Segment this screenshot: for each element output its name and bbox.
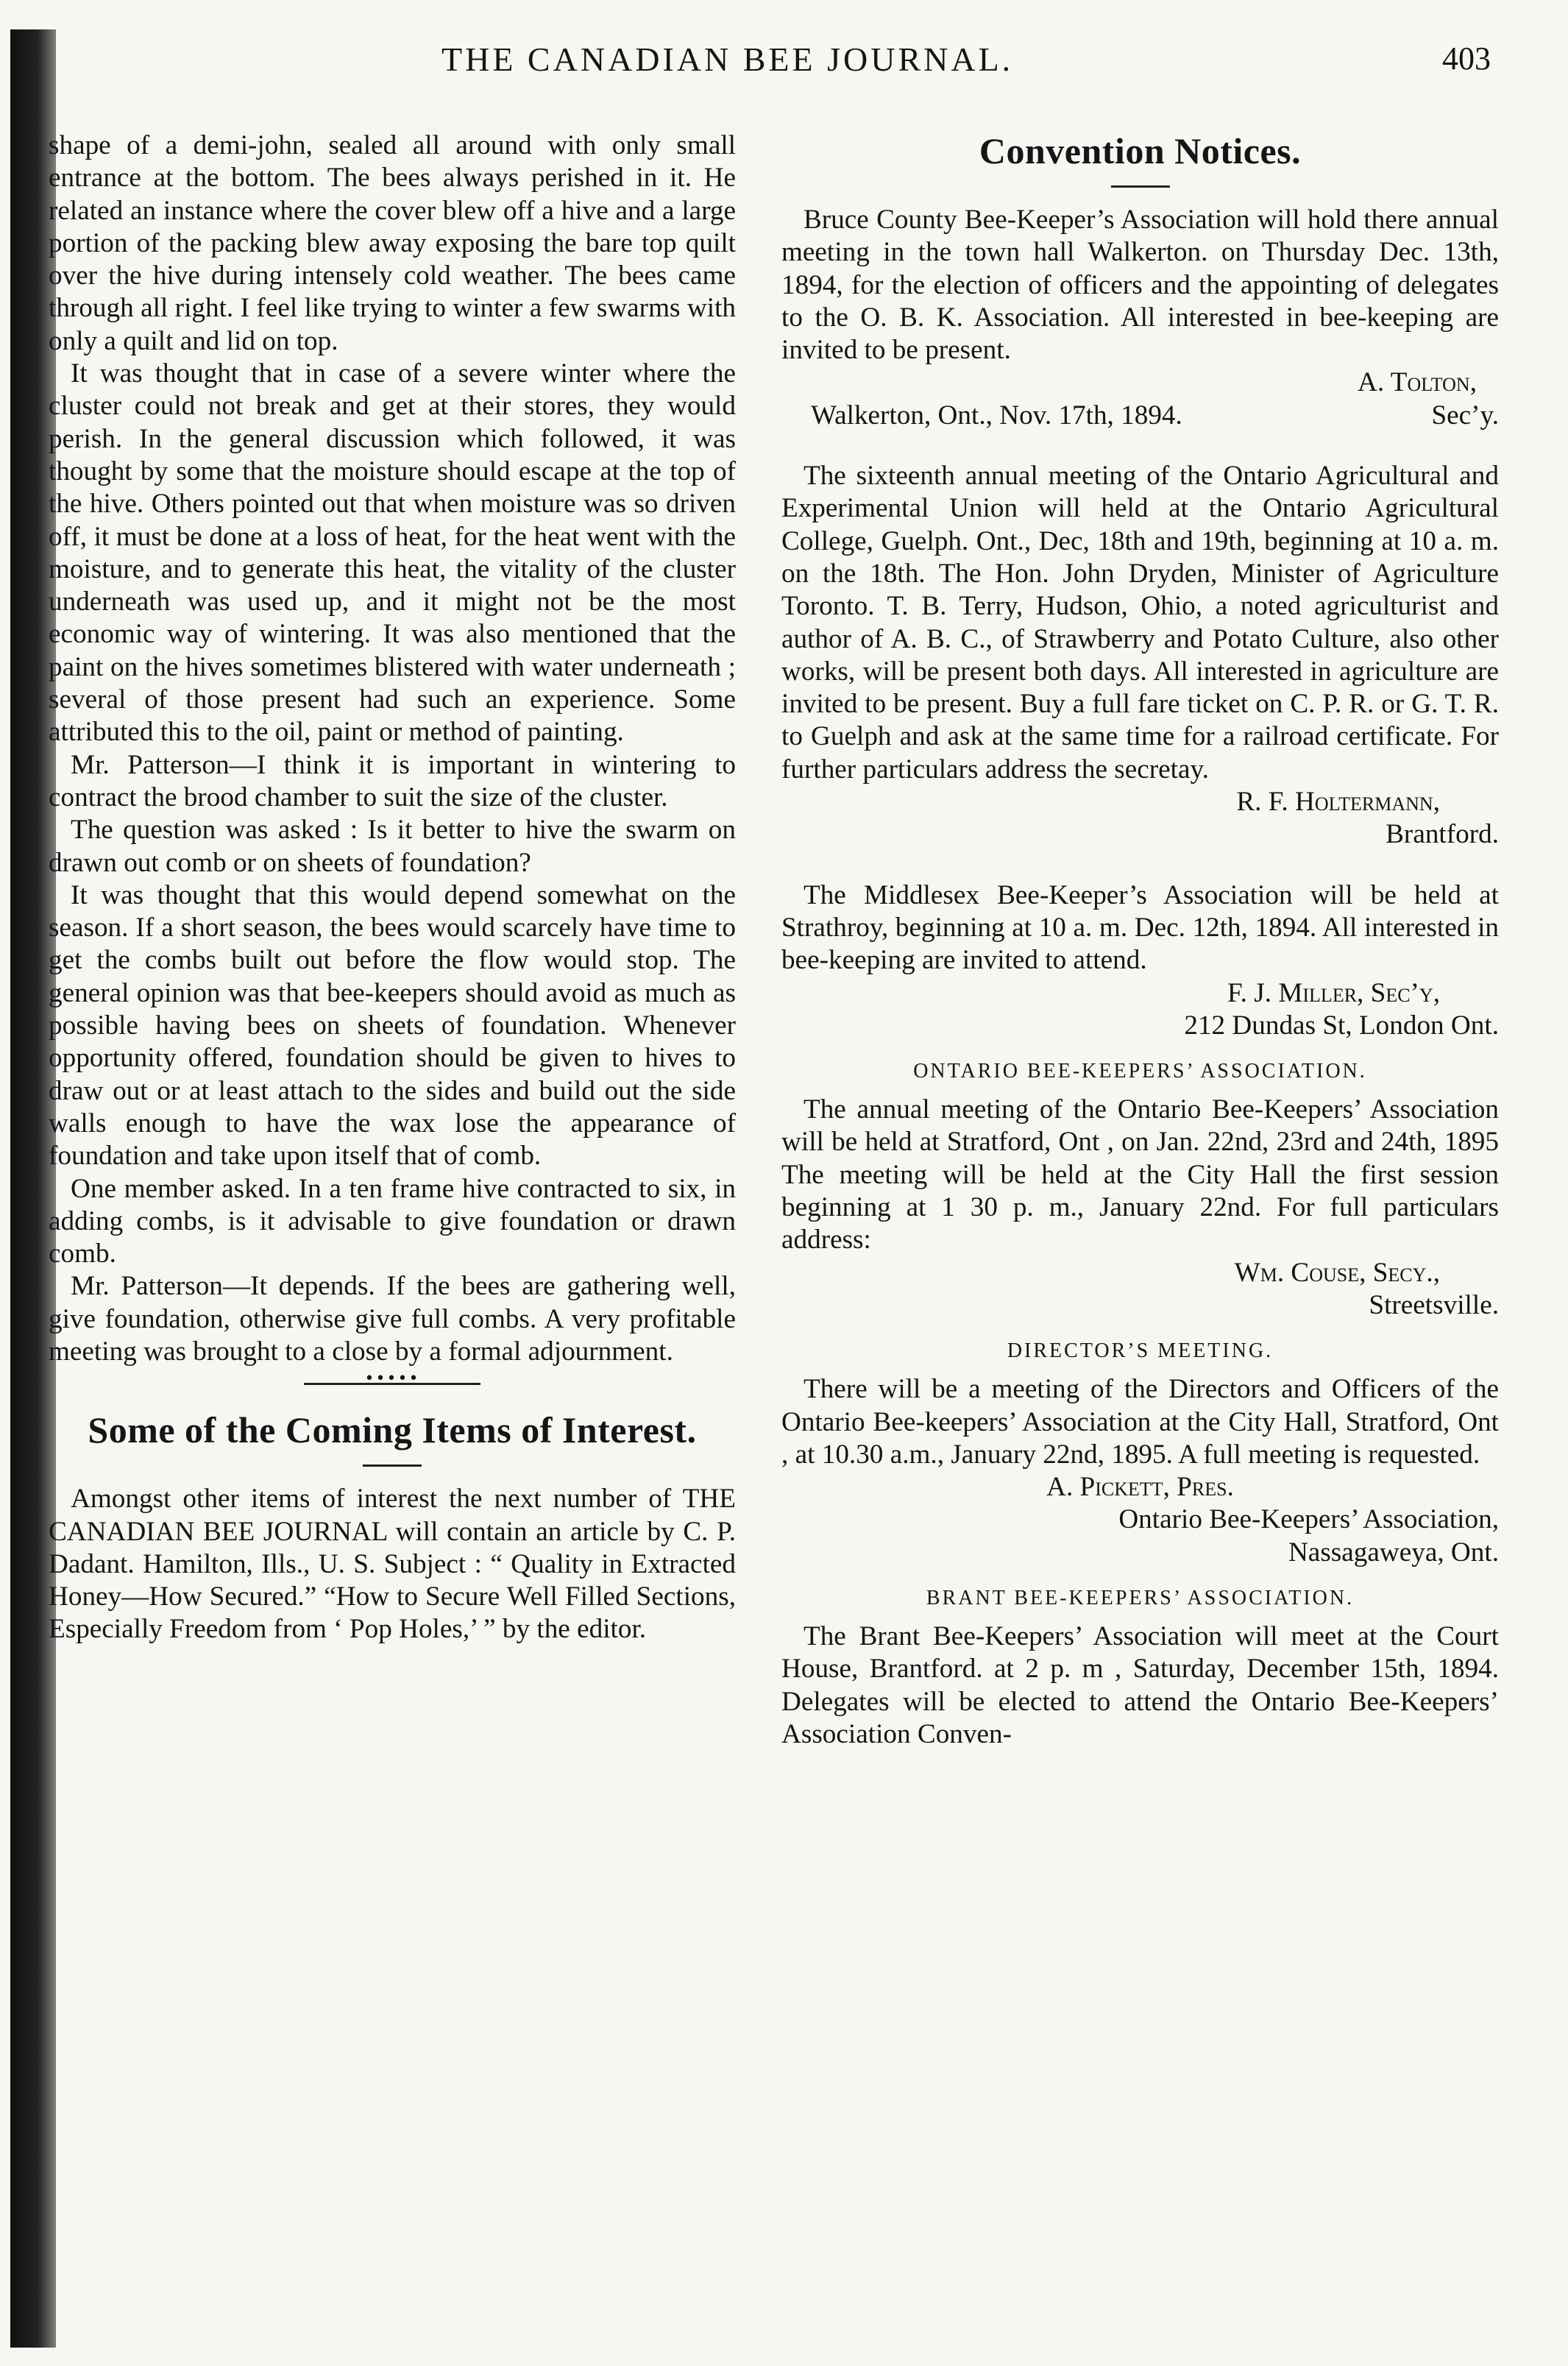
notice-text: The Middlesex Bee-Keeper’s Association will be held at Strathroy, beginning at 10 a. m. Dec. 12th, 1894. All interested in bee-keeping are invited to attend. <box>781 879 1499 976</box>
left-paragraph-5: It was thought that this would depend somewhat on the season. If a short season, the bees would scarcely have time to get the combs built out before the flow would stop. The general opinion was that bee-keepers should avoid as much as possible having bees on sheets of foundation. Whenever opportunity offered, foundation should be given to hives to draw out or at least attach to the sides and build out the side walls enough to have the wax lose the appearance of foundation and take upon itself that of comb. <box>49 879 736 1172</box>
notice-heading: ONTARIO BEE-KEEPERS’ ASSOCIATION. <box>913 1060 1367 1083</box>
left-paragraph-3: Mr. Patterson—I think it is important in wintering to contract the brood chamber to suit the size of the cluster. <box>49 749 736 812</box>
notice-text: The sixteenth annual meeting of the Ontario Agricultural and Experimental Union will held at the Ontario Agricultural College, Guelph. Ont., Dec, 18th and 19th, beginning at 10 a. m. on the 18th. The Hon. John Dryden, Minister of Agriculture Toronto. T. B. Terry, Hudson, Ohio, a noted agriculturist and author of A. B. C., of Strawberry and Potato Culture, also other works, will be present both days. All interested in agriculture are invited to be present. Buy a full fare ticket on C. P. R. or G. T. R. to Guelph and ask at the same time for a railroad certificate. For further particulars address the secretay. <box>781 461 1499 784</box>
notice-signer: F. J. Miller, Sec’y, <box>1227 977 1440 1008</box>
notice-place: Streetsville. <box>1369 1289 1499 1320</box>
notice-signer: A. Tolton, <box>1357 367 1477 398</box>
notice-directors <box>781 1339 1499 1569</box>
left-paragraph-4: The question was asked : Is it better to hive the swarm on drawn out comb or on sheets of foundation? <box>49 815 736 878</box>
running-title: THE CANADIAN BEE JOURNAL. <box>441 40 1014 78</box>
section-ornament: ••••• <box>304 1375 480 1385</box>
coming-items-title: Some of the Coming Items of Interest. <box>88 1409 697 1451</box>
notice-org: Ontario Bee-Keepers’ Association, <box>1118 1504 1499 1535</box>
page-number: 403 <box>1442 40 1491 77</box>
convention-notices-title: Convention Notices. <box>979 130 1302 171</box>
notice-text: There will be a meeting of the Directors and Officers of the Ontario Bee-keepers’ Association at the City Hall, Stratford, Ont , at 10.30 a.m., January 22nd, 1895. A full meeting is requested. <box>781 1374 1499 1470</box>
notice-heading: DIRECTOR’S MEETING. <box>1007 1339 1274 1363</box>
notice-obka <box>781 1060 1499 1322</box>
notice-address: 212 Dundas St, London Ont. <box>1184 1010 1499 1041</box>
notice-signer: Wm. Couse, Secy., <box>1234 1257 1440 1288</box>
notice-text: The annual meeting of the Ontario Bee-Keepers’ Association will be held at Stratford, Ont , on Jan. 22nd, 23rd and 24th, 1895 The meeting will be held at the City Hall the first session beginning at 1 30 p. m., January 22nd. For full particulars address: <box>781 1094 1499 1255</box>
right-column <box>781 130 1499 1751</box>
notice-text: The Brant Bee-Keepers’ Association will meet at the Court House, Brantford. at 2 p. m , Saturday, December 15th, 1894. Delegates will be elected to attend the Ontario Bee-Keepers’ Association Conven- <box>781 1621 1499 1749</box>
left-paragraph-8: Amongst other items of interest the next number of THE CANADIAN BEE JOURNAL will contain an article by C. P. Dadant. Hamilton, Ills., U. S. Subject : “ Quality in Extracted Honey—How Secured.” “How to Secure Well Filled Sections, Especially Freedom from ‘ Pop Holes,’ ” by the editor. <box>49 1484 736 1645</box>
title-rule <box>1111 185 1170 188</box>
left-paragraph-1: shape of a demi-john, sealed all around with only small entrance at the bottom. The bees always perished in it. He related an instance where the cover blew off a hive and a large portion of the packing blew away exposing the bare top quilt over the hive during intensely cold weather. The bees came through all right. I feel like trying to winter a few swarms with only a quilt and lid on top. <box>49 130 736 356</box>
left-paragraph-6: One member asked. In a ten frame hive contracted to six, in adding combs, is it advisable to give foundation or drawn comb. <box>49 1173 736 1269</box>
left-paragraph-7: Mr. Patterson—It depends. If the bees are gathering well, give foundation, otherwise give full combs. A very profitable meeting was brought to a close by a formal adjournment. <box>49 1271 736 1367</box>
left-paragraph-2: It was thought that in case of a severe winter where the cluster could not break and get at their stores, they would perish. In the general discussion which followed, it was thought by some that the moisture should escape at the top of the hive. Others pointed out that when moisture was so driven off, it must be done at a loss of heat, for the heat went with the moisture, and to generate this heat, the vitality of the cluster underneath was used up, and it might not be the most economic way of wintering. It was also mentioned that the paint on the hives sometimes blistered with water underneath ; several of those present had such an experience. Some attributed this to the oil, paint or method of painting. <box>49 358 736 748</box>
notice-place: Nassagaweya, Ont. <box>1288 1537 1499 1568</box>
page-header <box>0 40 1568 91</box>
notice-brant <box>781 1587 1499 1751</box>
notice-ontario-union <box>781 460 1499 851</box>
notice-place: Brantford. <box>1386 819 1499 850</box>
notice-signer: A. Pickett, Pres. <box>1046 1472 1234 1503</box>
notice-place: Walkerton, Ont., Nov. 17th, 1894. <box>811 400 1182 431</box>
notice-bruce <box>781 204 1499 432</box>
notice-text: Bruce County Bee-Keeper’s Association will hold there annual meeting in the town hall Walkerton. on Thursday Dec. 13th, 1894, for the election of officers and the appointing of delegates to the O. B. K. Association. All interested in bee-keeping are invited to be present. <box>781 205 1499 366</box>
left-column <box>49 130 736 1646</box>
notice-middlesex <box>781 879 1499 1042</box>
notice-place-line <box>781 400 1499 432</box>
notice-signer: R. F. Holtermann, <box>1236 787 1440 818</box>
title-rule <box>363 1464 422 1467</box>
notice-heading: BRANT BEE-KEEPERS’ ASSOCIATION. <box>926 1586 1355 1609</box>
notice-role: Sec’y. <box>1431 400 1499 431</box>
